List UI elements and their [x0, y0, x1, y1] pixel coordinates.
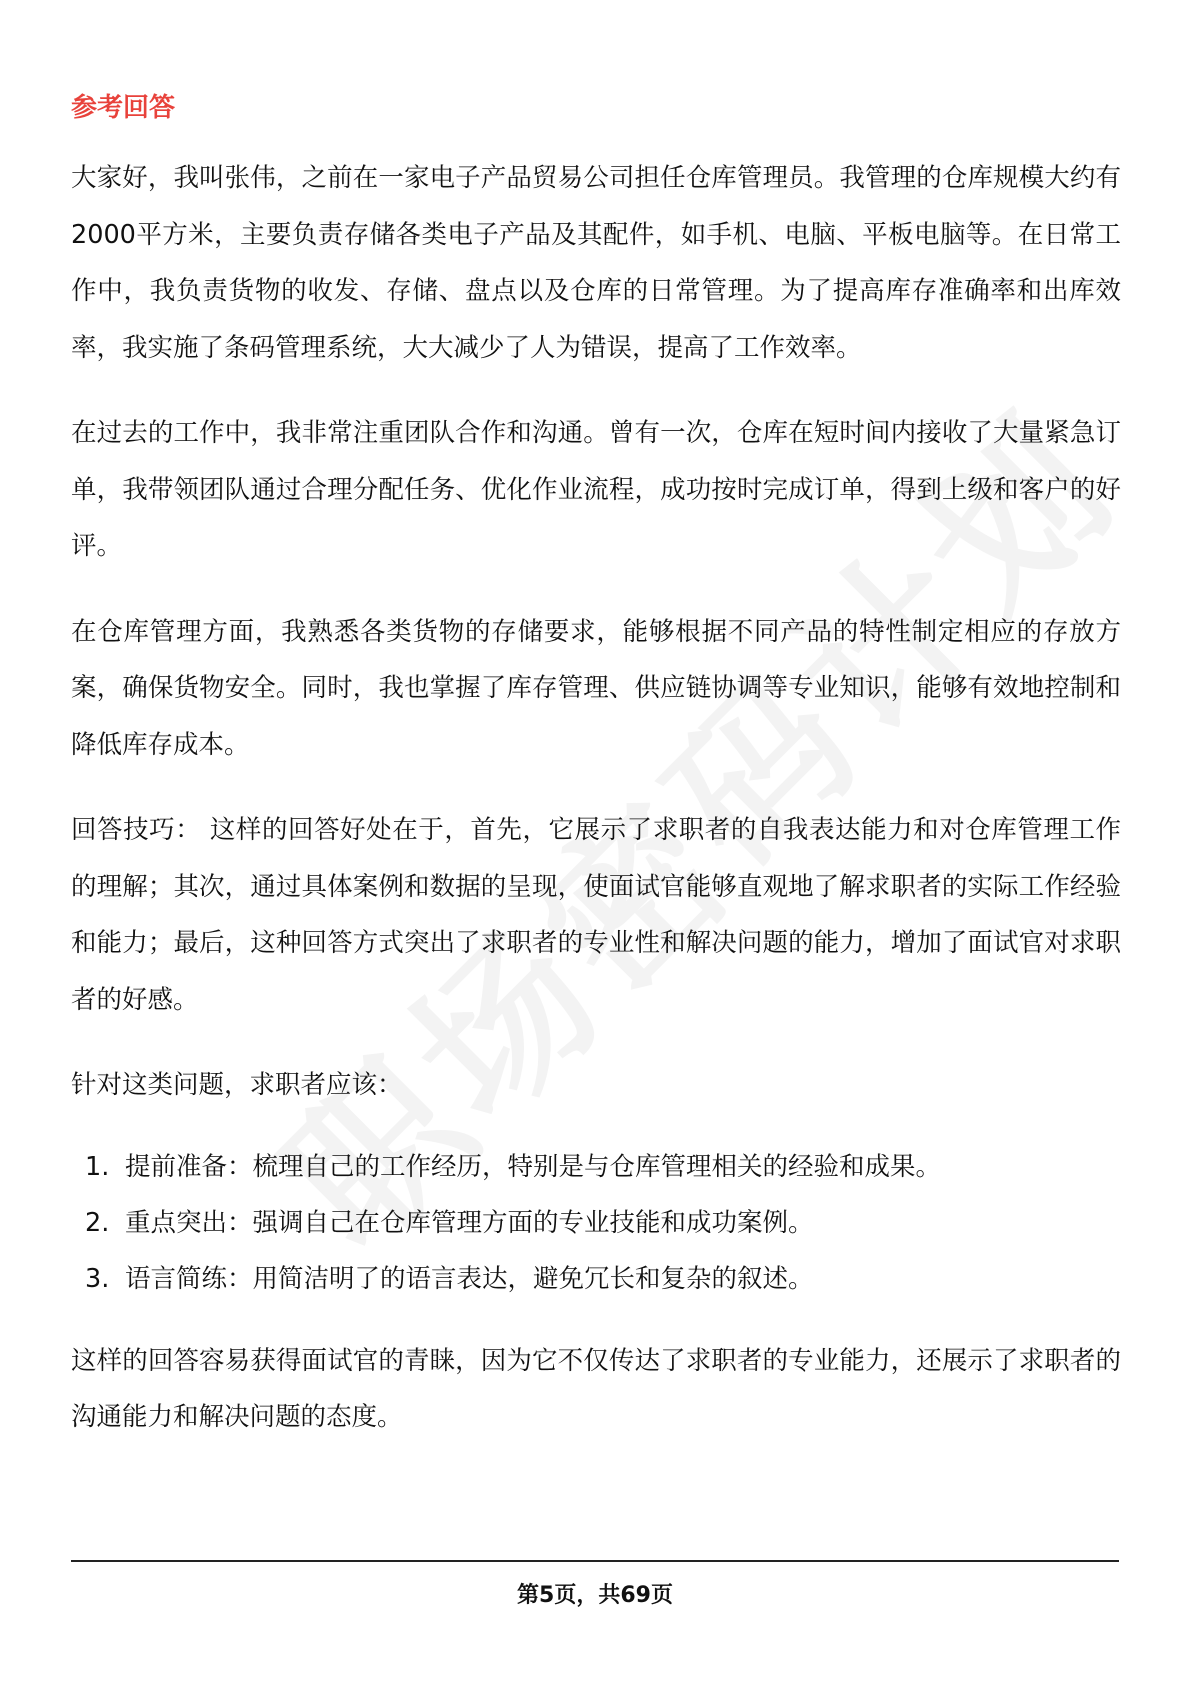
closing-paragraph: 这样的回答容易获得面试官的青睐，因为它不仅传达了求职者的专业能力，还展示了求职者的沟通能力和解决问题的态度。 [71, 1345, 1121, 1432]
page-number: 第5页，共69页 [517, 1583, 673, 1608]
list-item-text: 提前准备：梳理自己的工作经历，特别是与仓库管理相关的经验和成果。 [125, 1151, 942, 1182]
list-item [71, 1251, 1121, 1307]
advice-intro-paragraph: 针对这类问题，求职者应该： [71, 1070, 403, 1100]
list-item-number: 2. [85, 1207, 110, 1238]
list-item-text: 重点突出：强调自己在仓库管理方面的专业技能和成功案例。 [125, 1207, 814, 1238]
list-item [71, 1195, 1121, 1251]
answer-content [71, 150, 1121, 1475]
list-item [71, 1139, 1121, 1195]
list-item-text: 语言简练：用简洁明了的语言表达，避免冗长和复杂的叙述。 [125, 1263, 814, 1294]
list-item-number: 1. [85, 1151, 110, 1182]
advice-list [71, 1139, 1121, 1307]
list-item-number: 3. [85, 1263, 110, 1294]
intro-paragraph: 大家好，我叫张伟，之前在一家电子产品贸易公司担任仓库管理员。我管理的仓库规模大约有2000平方米，主要负责存储各类电子产品及其配件，如手机、电脑、平板电脑等。在日常工作中，我负责货物的收发、存储、盘点以及仓库的日常管理。为了提高库存准确率和出库效率，我实施了条码管理系统，大大减少了人为错误，提高了工作效率。 [71, 163, 1121, 363]
section-heading: 参考回答 [71, 93, 176, 123]
teamwork-paragraph: 在过去的工作中，我非常注重团队合作和沟通。曾有一次，仓库在短时间内接收了大量紧急订单，我带领团队通过合理分配任务、优化作业流程，成功按时完成订单，得到上级和客户的好评。 [71, 418, 1121, 561]
tips-paragraph: 回答技巧： 这样的回答好处在于，首先，它展示了求职者的自我表达能力和对仓库管理工作的理解；其次，通过具体案例和数据的呈现，使面试官能够直观地了解求职者的实际工作经验和能力；最后，这种回答方式突出了求职者的专业性和解决问题的能力，增加了面试官对求职者的好感。 [71, 815, 1121, 1015]
footer-divider [71, 1560, 1119, 1562]
management-paragraph: 在仓库管理方面，我熟悉各类货物的存储要求，能够根据不同产品的特性制定相应的存放方案，确保货物安全。同时，我也掌握了库存管理、供应链协调等专业知识，能够有效地控制和降低库存成本。 [71, 616, 1121, 760]
